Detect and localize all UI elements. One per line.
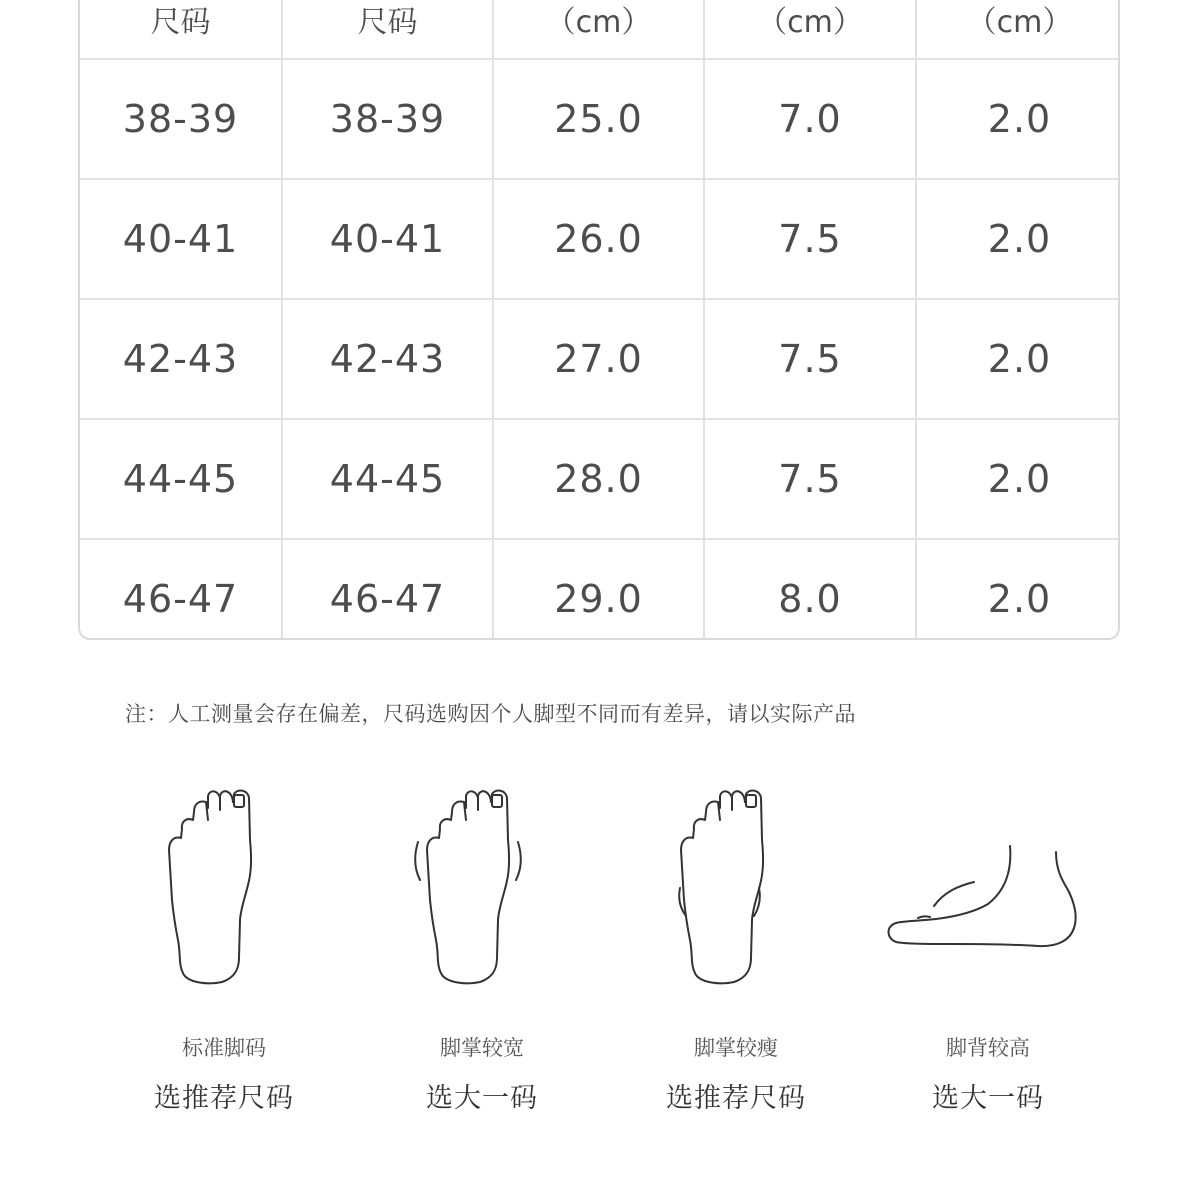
table-cell: 38-39 <box>80 59 282 179</box>
column-header: （cm） <box>704 0 916 59</box>
table-cell: 40-41 <box>80 179 282 299</box>
table-cell: 7.5 <box>704 419 916 539</box>
table-cell: 8.0 <box>704 539 916 640</box>
table-row <box>80 179 1120 299</box>
size-table <box>80 0 1120 640</box>
table-cell: 2.0 <box>916 59 1120 179</box>
table-cell: 38-39 <box>282 59 493 179</box>
standard-foot-icon <box>154 780 294 990</box>
table-cell: 29.0 <box>493 539 704 640</box>
table-cell: 44-45 <box>282 419 493 539</box>
table-cell: 2.0 <box>916 419 1120 539</box>
table-cell: 2.0 <box>916 539 1120 640</box>
foot-type-narrow <box>616 780 856 1115</box>
table-cell: 7.5 <box>704 179 916 299</box>
table-cell: 25.0 <box>493 59 704 179</box>
table-row <box>80 59 1120 179</box>
table-cell: 46-47 <box>80 539 282 640</box>
column-header: 尺码 <box>282 0 493 59</box>
table-cell: 7.5 <box>704 299 916 419</box>
table-cell: 7.0 <box>704 59 916 179</box>
foot-advice: 选大一码 <box>426 1083 538 1114</box>
foot-caption: 脚掌较瘦 <box>694 1036 778 1060</box>
table-row <box>80 419 1120 539</box>
table-cell: 44-45 <box>80 419 282 539</box>
foot-type-wide <box>362 780 602 1115</box>
table-cell: 27.0 <box>493 299 704 419</box>
wide-foot-icon <box>412 780 552 990</box>
table-cell: 26.0 <box>493 179 704 299</box>
foot-caption: 脚背较高 <box>946 1036 1030 1060</box>
foot-type-standard <box>104 780 344 1115</box>
table-cell: 2.0 <box>916 299 1120 419</box>
foot-type-high-instep <box>868 780 1108 1115</box>
table-cell: 2.0 <box>916 179 1120 299</box>
measurement-note: 注：人工测量会存在偏差，尺码选购因个人脚型不同而有差异，请以实际产品 <box>125 702 856 726</box>
foot-advice: 选大一码 <box>932 1083 1044 1114</box>
table-cell: 42-43 <box>282 299 493 419</box>
foot-caption: 脚掌较宽 <box>440 1036 524 1060</box>
table-cell: 40-41 <box>282 179 493 299</box>
high-instep-foot-icon <box>878 780 1098 990</box>
column-header: 尺码 <box>80 0 282 59</box>
table-row <box>80 299 1120 419</box>
foot-advice: 选推荐尺码 <box>154 1083 294 1114</box>
table-header-row <box>80 0 1120 59</box>
table-cell: 28.0 <box>493 419 704 539</box>
foot-advice: 选推荐尺码 <box>666 1083 806 1114</box>
size-table-container <box>78 0 1120 640</box>
table-cell: 46-47 <box>282 539 493 640</box>
column-header: （cm） <box>493 0 704 59</box>
table-cell: 42-43 <box>80 299 282 419</box>
narrow-foot-icon <box>666 780 806 990</box>
column-header: （cm） <box>916 0 1120 59</box>
foot-caption: 标准脚码 <box>182 1036 266 1060</box>
table-row <box>80 539 1120 640</box>
